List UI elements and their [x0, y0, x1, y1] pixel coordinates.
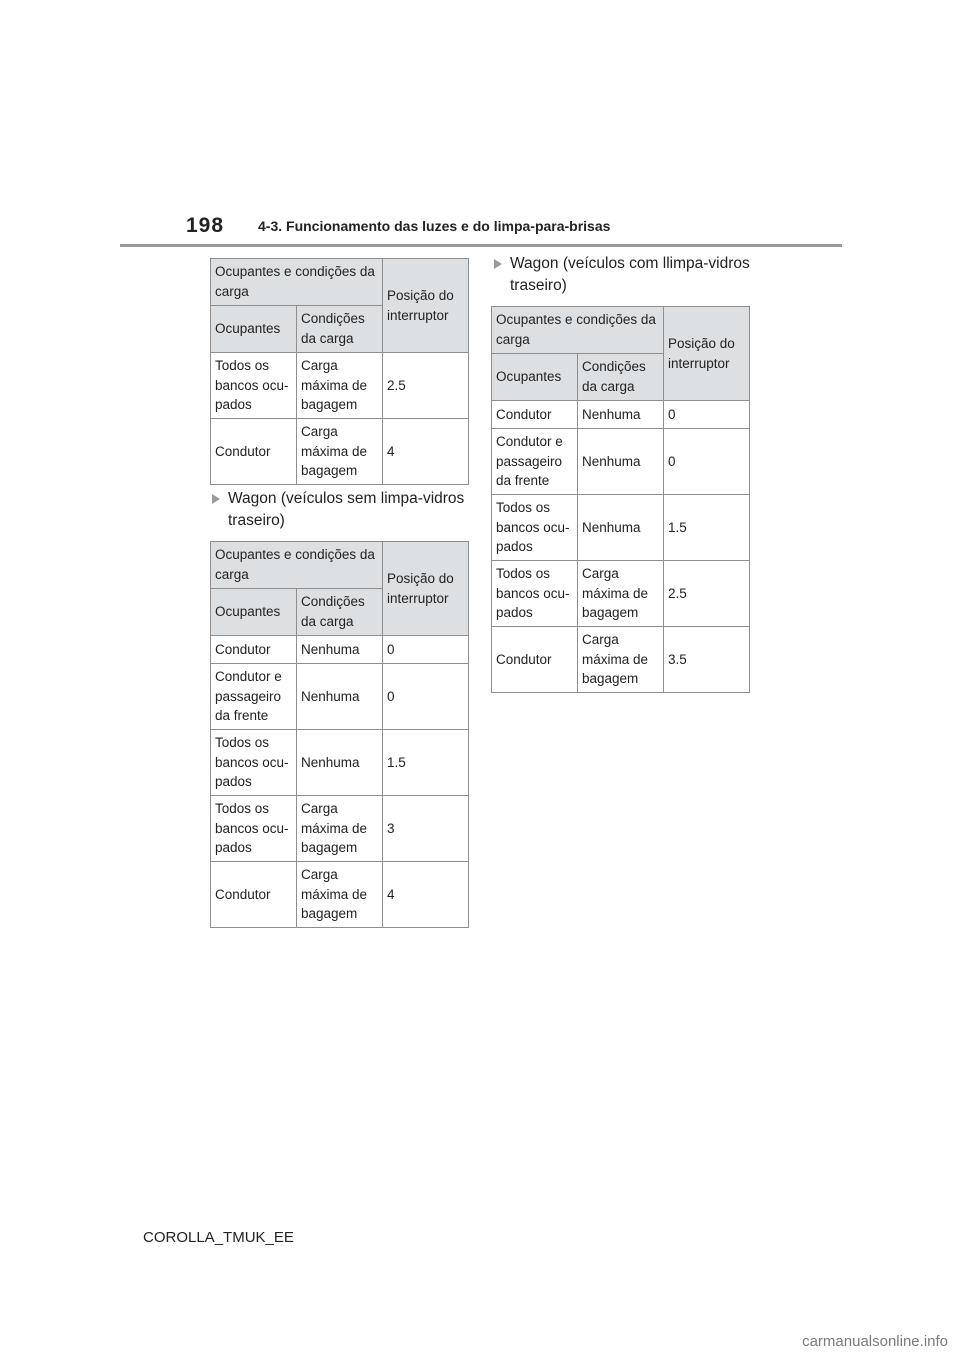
subhead-wagon-with-rear-wiper [492, 253, 750, 297]
table-row [211, 862, 469, 928]
cell-occupants: Todos os bancos ocu-pados [492, 561, 578, 627]
table-row [211, 419, 469, 485]
section-title: 4-3. Funcionamento das luzes e do limpa-para-brisas [258, 218, 611, 234]
subhead-wagon-without-rear-wiper [210, 488, 468, 532]
table-sedan-continued [210, 258, 469, 485]
table-row [211, 353, 469, 419]
cell-position: 4 [382, 862, 468, 928]
cell-conditions: Carga máxima de bagagem [296, 353, 382, 419]
header-occupants: Ocupantes [492, 354, 578, 401]
header-load-conditions: Condições da carga [296, 306, 382, 353]
header-group: Ocupantes e condições da carga [211, 259, 383, 306]
table-row [211, 636, 469, 664]
cell-occupants: Todos os bancos ocu-pados [211, 796, 297, 862]
cell-occupants: Condutor e passageiro da frente [211, 664, 297, 730]
triangle-bullet-icon [212, 494, 220, 504]
cell-position: 3.5 [663, 627, 749, 693]
table-row [211, 796, 469, 862]
table-row [492, 627, 750, 693]
cell-occupants: Condutor [492, 401, 578, 429]
cell-position: 0 [382, 636, 468, 664]
cell-conditions: Nenhuma [296, 664, 382, 730]
subhead-text: Wagon (veículos com llimpa-vidros traseiro) [510, 255, 750, 294]
cell-conditions: Carga máxima de bagagem [296, 862, 382, 928]
triangle-bullet-icon [494, 259, 502, 269]
header-occupants: Ocupantes [211, 306, 297, 353]
table-row [492, 495, 750, 561]
footer-model-code: COROLLA_TMUK_EE [143, 1229, 294, 1246]
cell-conditions: Carga máxima de bagagem [577, 627, 663, 693]
cell-position: 3 [382, 796, 468, 862]
header-group: Ocupantes e condições da carga [492, 307, 664, 354]
cell-conditions: Carga máxima de bagagem [296, 796, 382, 862]
cell-occupants: Condutor [211, 419, 297, 485]
table-wagon-with-rear-wiper [491, 306, 750, 693]
cell-conditions: Nenhuma [577, 401, 663, 429]
cell-conditions: Nenhuma [296, 636, 382, 664]
cell-position: 2.5 [382, 353, 468, 419]
cell-position: 0 [663, 429, 749, 495]
cell-occupants: Todos os bancos ocu-pados [211, 353, 297, 419]
header-load-conditions: Condições da carga [577, 354, 663, 401]
subhead-text: Wagon (veículos sem limpa-vidros traseiro) [228, 490, 465, 529]
header-occupants: Ocupantes [211, 589, 297, 636]
cell-conditions: Carga máxima de bagagem [296, 419, 382, 485]
table-row [211, 730, 469, 796]
cell-position: 2.5 [663, 561, 749, 627]
cell-position: 1.5 [382, 730, 468, 796]
header-divider [120, 244, 842, 247]
cell-conditions: Nenhuma [577, 429, 663, 495]
table-wagon-without-rear-wiper [210, 541, 469, 928]
table-row [492, 561, 750, 627]
cell-position: 0 [382, 664, 468, 730]
cell-occupants: Condutor [211, 636, 297, 664]
page-number: 198 [186, 214, 225, 237]
cell-occupants: Condutor [211, 862, 297, 928]
header-switch-position: Posição do interruptor [663, 307, 749, 401]
cell-position: 4 [382, 419, 468, 485]
header-switch-position: Posição do interruptor [382, 542, 468, 636]
cell-conditions: Nenhuma [296, 730, 382, 796]
header-load-conditions: Condições da carga [296, 589, 382, 636]
cell-conditions: Nenhuma [577, 495, 663, 561]
table-row [492, 401, 750, 429]
cell-occupants: Todos os bancos ocu-pados [492, 495, 578, 561]
table-row [211, 664, 469, 730]
cell-conditions: Carga máxima de bagagem [577, 561, 663, 627]
header-switch-position: Posição do interruptor [382, 259, 468, 353]
cell-position: 0 [663, 401, 749, 429]
cell-position: 1.5 [663, 495, 749, 561]
cell-occupants: Condutor [492, 627, 578, 693]
cell-occupants: Todos os bancos ocu-pados [211, 730, 297, 796]
watermark: carmanualsonline.info [802, 1333, 948, 1350]
table-row [492, 429, 750, 495]
cell-occupants: Condutor e passageiro da frente [492, 429, 578, 495]
header-group: Ocupantes e condições da carga [211, 542, 383, 589]
